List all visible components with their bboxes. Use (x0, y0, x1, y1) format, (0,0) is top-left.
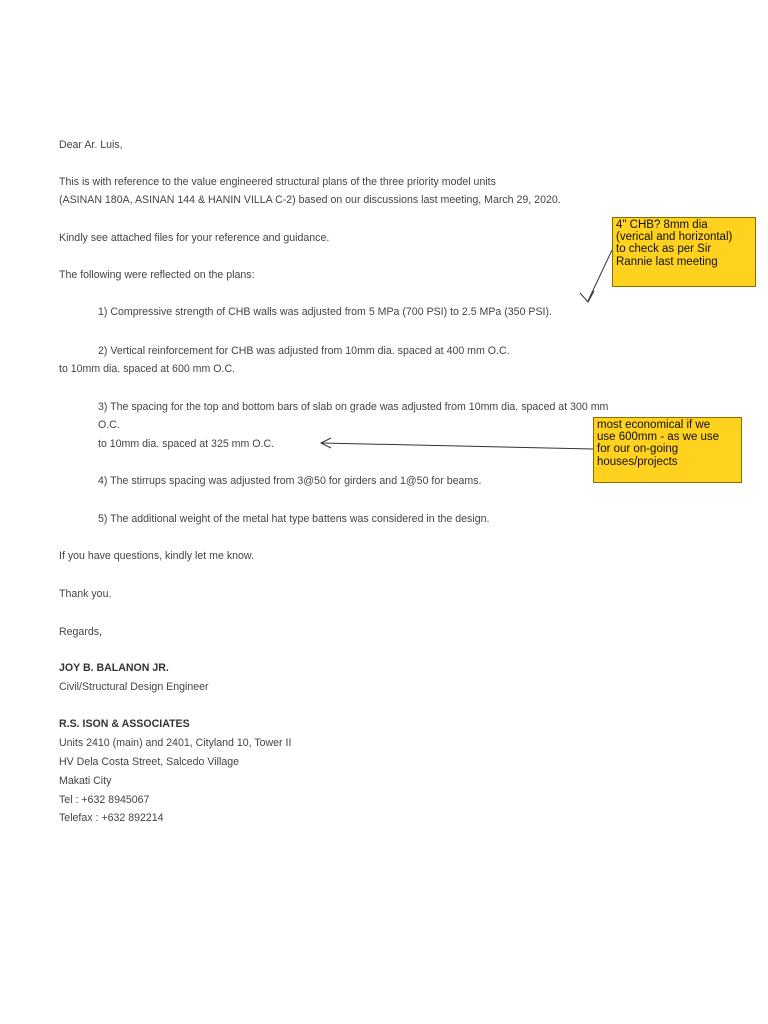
note-economical-line-1: most economical if we (597, 419, 711, 431)
note-chb-line-4: Rannie last meeting (616, 255, 718, 268)
list-item-2-line-2: to 10mm dia. spaced at 600 mm O.C. (59, 363, 236, 375)
intro-line-2: (ASINAN 180A, ASINAN 144 & HANIN VILLA C-2) based on our discussions last meeting, March 29, 2020. (59, 194, 561, 206)
regards: Regards, (59, 626, 102, 638)
company-name: R.S. ISON & ASSOCIATES (59, 718, 190, 730)
arrow-note-chb (580, 250, 612, 302)
following-paragraph: The following were reflected on the plans: (59, 269, 255, 281)
salutation: Dear Ar. Luis, (59, 139, 123, 151)
list-item-2-line-1: 2) Vertical reinforcement for CHB was adjusted from 10mm dia. spaced at 400 mm O.C. (98, 345, 510, 357)
note-chb-line-3: to check as per Sir (616, 243, 712, 256)
note-chb-line-2: (verical and horizontal) (616, 231, 733, 244)
address-city: Makati City (59, 775, 112, 787)
address-line-1: Units 2410 (main) and 2401, Cityland 10, Tower II (59, 737, 292, 749)
address-line-2: HV Dela Costa Street, Salcedo Village (59, 756, 239, 768)
list-item-3-line-2: O.C. (98, 419, 120, 431)
thank-you: Thank you. (59, 588, 112, 600)
kindly-see-paragraph: Kindly see attached files for your reference and guidance. (59, 232, 330, 244)
telefax: Telefax : +632 892214 (59, 812, 164, 824)
note-economical-line-3: for our on-going (597, 443, 679, 456)
list-item-1: 1) Compressive strength of CHB walls was adjusted from 5 MPa (700 PSI) to 2.5 MPa (350 PSI). (98, 306, 552, 318)
intro-line-1: This is with reference to the value engineered structural plans of the three priority model units (59, 176, 496, 188)
list-item-5: 5) The additional weight of the metal hat type battens was considered in the design. (98, 513, 490, 525)
list-item-3-line-1: 3) The spacing for the top and bottom bars of slab on grade was adjusted from 10mm dia. spaced at 300 mm (98, 401, 609, 413)
signature-name: JOY B. BALANON JR. (59, 662, 169, 674)
note-economical-line-4: houses/projects (597, 455, 678, 468)
telephone: Tel : +632 8945067 (59, 794, 150, 806)
questions-paragraph: If you have questions, kindly let me know. (59, 550, 254, 562)
arrow-note-economical (321, 438, 593, 449)
list-item-4: 4) The stirrups spacing was adjusted from 3@50 for girders and 1@50 for beams. (98, 475, 482, 487)
note-chb-line-1: 4" CHB? 8mm dia (616, 219, 708, 231)
note-economical-line-2: use 600mm - as we use (597, 431, 720, 444)
signature-title: Civil/Structural Design Engineer (59, 681, 209, 693)
list-item-3-line-3: to 10mm dia. spaced at 325 mm O.C. (98, 438, 275, 450)
